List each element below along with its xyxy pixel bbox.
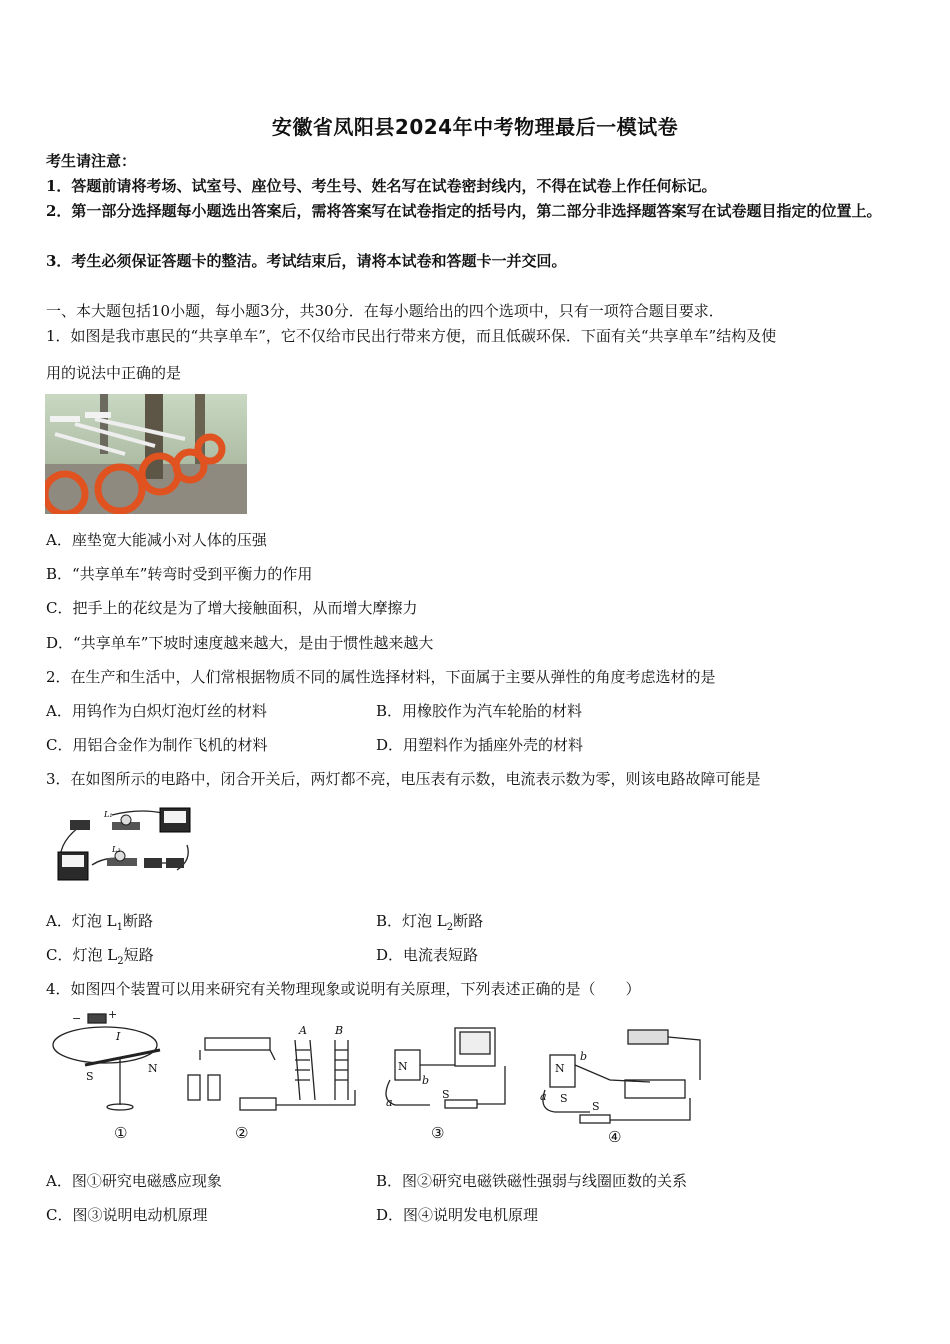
fig3-a-label: a bbox=[386, 1096, 393, 1109]
q4-option-c: C．图③说明电动机原理 bbox=[46, 1206, 208, 1224]
notice-item-3: 3．考生必须保证答题卡的整洁。考试结束后，请将本试卷和答题卡一并交回。 bbox=[46, 252, 567, 270]
q2-option-d: D．用塑料作为插座外壳的材料 bbox=[376, 736, 584, 754]
q1-stem-line1: 1．如图是我市惠民的“共享单车”，它不仅给市民出行带来方便，而且低碳环保．下面有关“共享单车”结构及使 bbox=[46, 327, 777, 345]
fig-number-2: ② bbox=[235, 1124, 249, 1142]
q1-stem-line2: 用的说法中正确的是 bbox=[46, 364, 182, 382]
fig2-b-label: B bbox=[335, 1024, 344, 1037]
fig1-current-label: I bbox=[116, 1030, 121, 1043]
q3-option-a: A．灯泡 $L_1$断路 bbox=[46, 912, 153, 933]
q3-stem: 3．在如图所示的电路中，闭合开关后，两灯都不亮，电压表有示数，电流表示数为零，则该电路故障可能是 bbox=[46, 770, 761, 788]
fig4-s-label: S bbox=[560, 1092, 568, 1105]
q2-option-c: C．用铝合金作为制作飞机的材料 bbox=[46, 736, 268, 754]
notice-heading: 考生请注意： bbox=[46, 152, 137, 170]
four-devices-figure bbox=[50, 1010, 710, 1145]
q4-option-b: B．图②研究电磁铁磁性强弱与线圈匝数的关系 bbox=[376, 1172, 688, 1190]
q2-option-a: A．用钨作为白炽灯泡灯丝的材料 bbox=[46, 702, 267, 720]
notice-item-2: 2．第一部分选择题每小题选出答案后，需将答案写在试卷指定的括号内，第二部分非选择题答案写在试卷题目指定的位置上。 bbox=[46, 202, 882, 220]
q3-option-b: B．灯泡 $L_2$断路 bbox=[376, 912, 484, 933]
q1-option-c: C．把手上的花纹是为了增大接触面积，从而增大摩擦力 bbox=[46, 599, 418, 617]
q3-option-c: C．灯泡 $L_2$短路 bbox=[46, 946, 154, 967]
fig1-plus-label: + bbox=[108, 1010, 118, 1021]
fig4-a-label: a bbox=[540, 1090, 547, 1103]
lamp-l1-label: L₁ bbox=[104, 810, 113, 819]
circuit-diagram bbox=[52, 800, 197, 886]
q3-option-d: D．电流表短路 bbox=[376, 946, 479, 964]
fig3-s-label: S bbox=[442, 1088, 450, 1101]
fig1-n-label: N bbox=[148, 1062, 158, 1075]
q4-stem: 4．如图四个装置可以用来研究有关物理现象或说明有关原理，下列表述正确的是（ ） bbox=[46, 980, 641, 998]
fig4-n-label: N bbox=[555, 1062, 565, 1075]
fig4-b-label: b bbox=[580, 1050, 588, 1063]
lamp-l2-label: L₂ bbox=[112, 845, 121, 854]
fig1-s-label: S bbox=[86, 1070, 94, 1083]
fig1-minus-label: − bbox=[72, 1012, 82, 1025]
shared-bike-photo bbox=[45, 394, 247, 514]
q2-stem: 2．在生产和生活中，人们常根据物质不同的属性选择材料，下面属于主要从弹性的角度考虑选材的是 bbox=[46, 668, 716, 686]
section-heading: 一、本大题包括10小题，每小题3分，共30分．在每小题给出的四个选项中，只有一项符合题目要求． bbox=[46, 302, 724, 320]
q2-option-b: B．用橡胶作为汽车轮胎的材料 bbox=[376, 702, 583, 720]
fig4-switch-label: S bbox=[592, 1100, 600, 1113]
fig-number-3: ③ bbox=[431, 1124, 445, 1142]
q4-option-d: D．图④说明发电机原理 bbox=[376, 1206, 539, 1224]
q1-option-d: D．“共享单车”下坡时速度越来越大，是由于惯性越来越大 bbox=[46, 634, 434, 652]
q4-option-a: A．图①研究电磁感应现象 bbox=[46, 1172, 222, 1190]
fig3-n-label: N bbox=[398, 1060, 408, 1073]
fig-number-4: ④ bbox=[608, 1128, 622, 1145]
page-title: 安徽省凤阳县2024年中考物理最后一模试卷 bbox=[271, 115, 679, 139]
fig-number-1: ① bbox=[114, 1124, 128, 1142]
q1-option-a: A．座垫宽大能减小对人体的压强 bbox=[46, 531, 267, 549]
fig2-a-label: A bbox=[299, 1024, 307, 1037]
notice-item-1: 1．答题前请将考场、试室号、座位号、考生号、姓名写在试卷密封线内，不得在试卷上作任何标记。 bbox=[46, 177, 717, 195]
fig3-b-label: b bbox=[422, 1074, 430, 1087]
q1-option-b: B．“共享单车”转弯时受到平衡力的作用 bbox=[46, 565, 313, 583]
